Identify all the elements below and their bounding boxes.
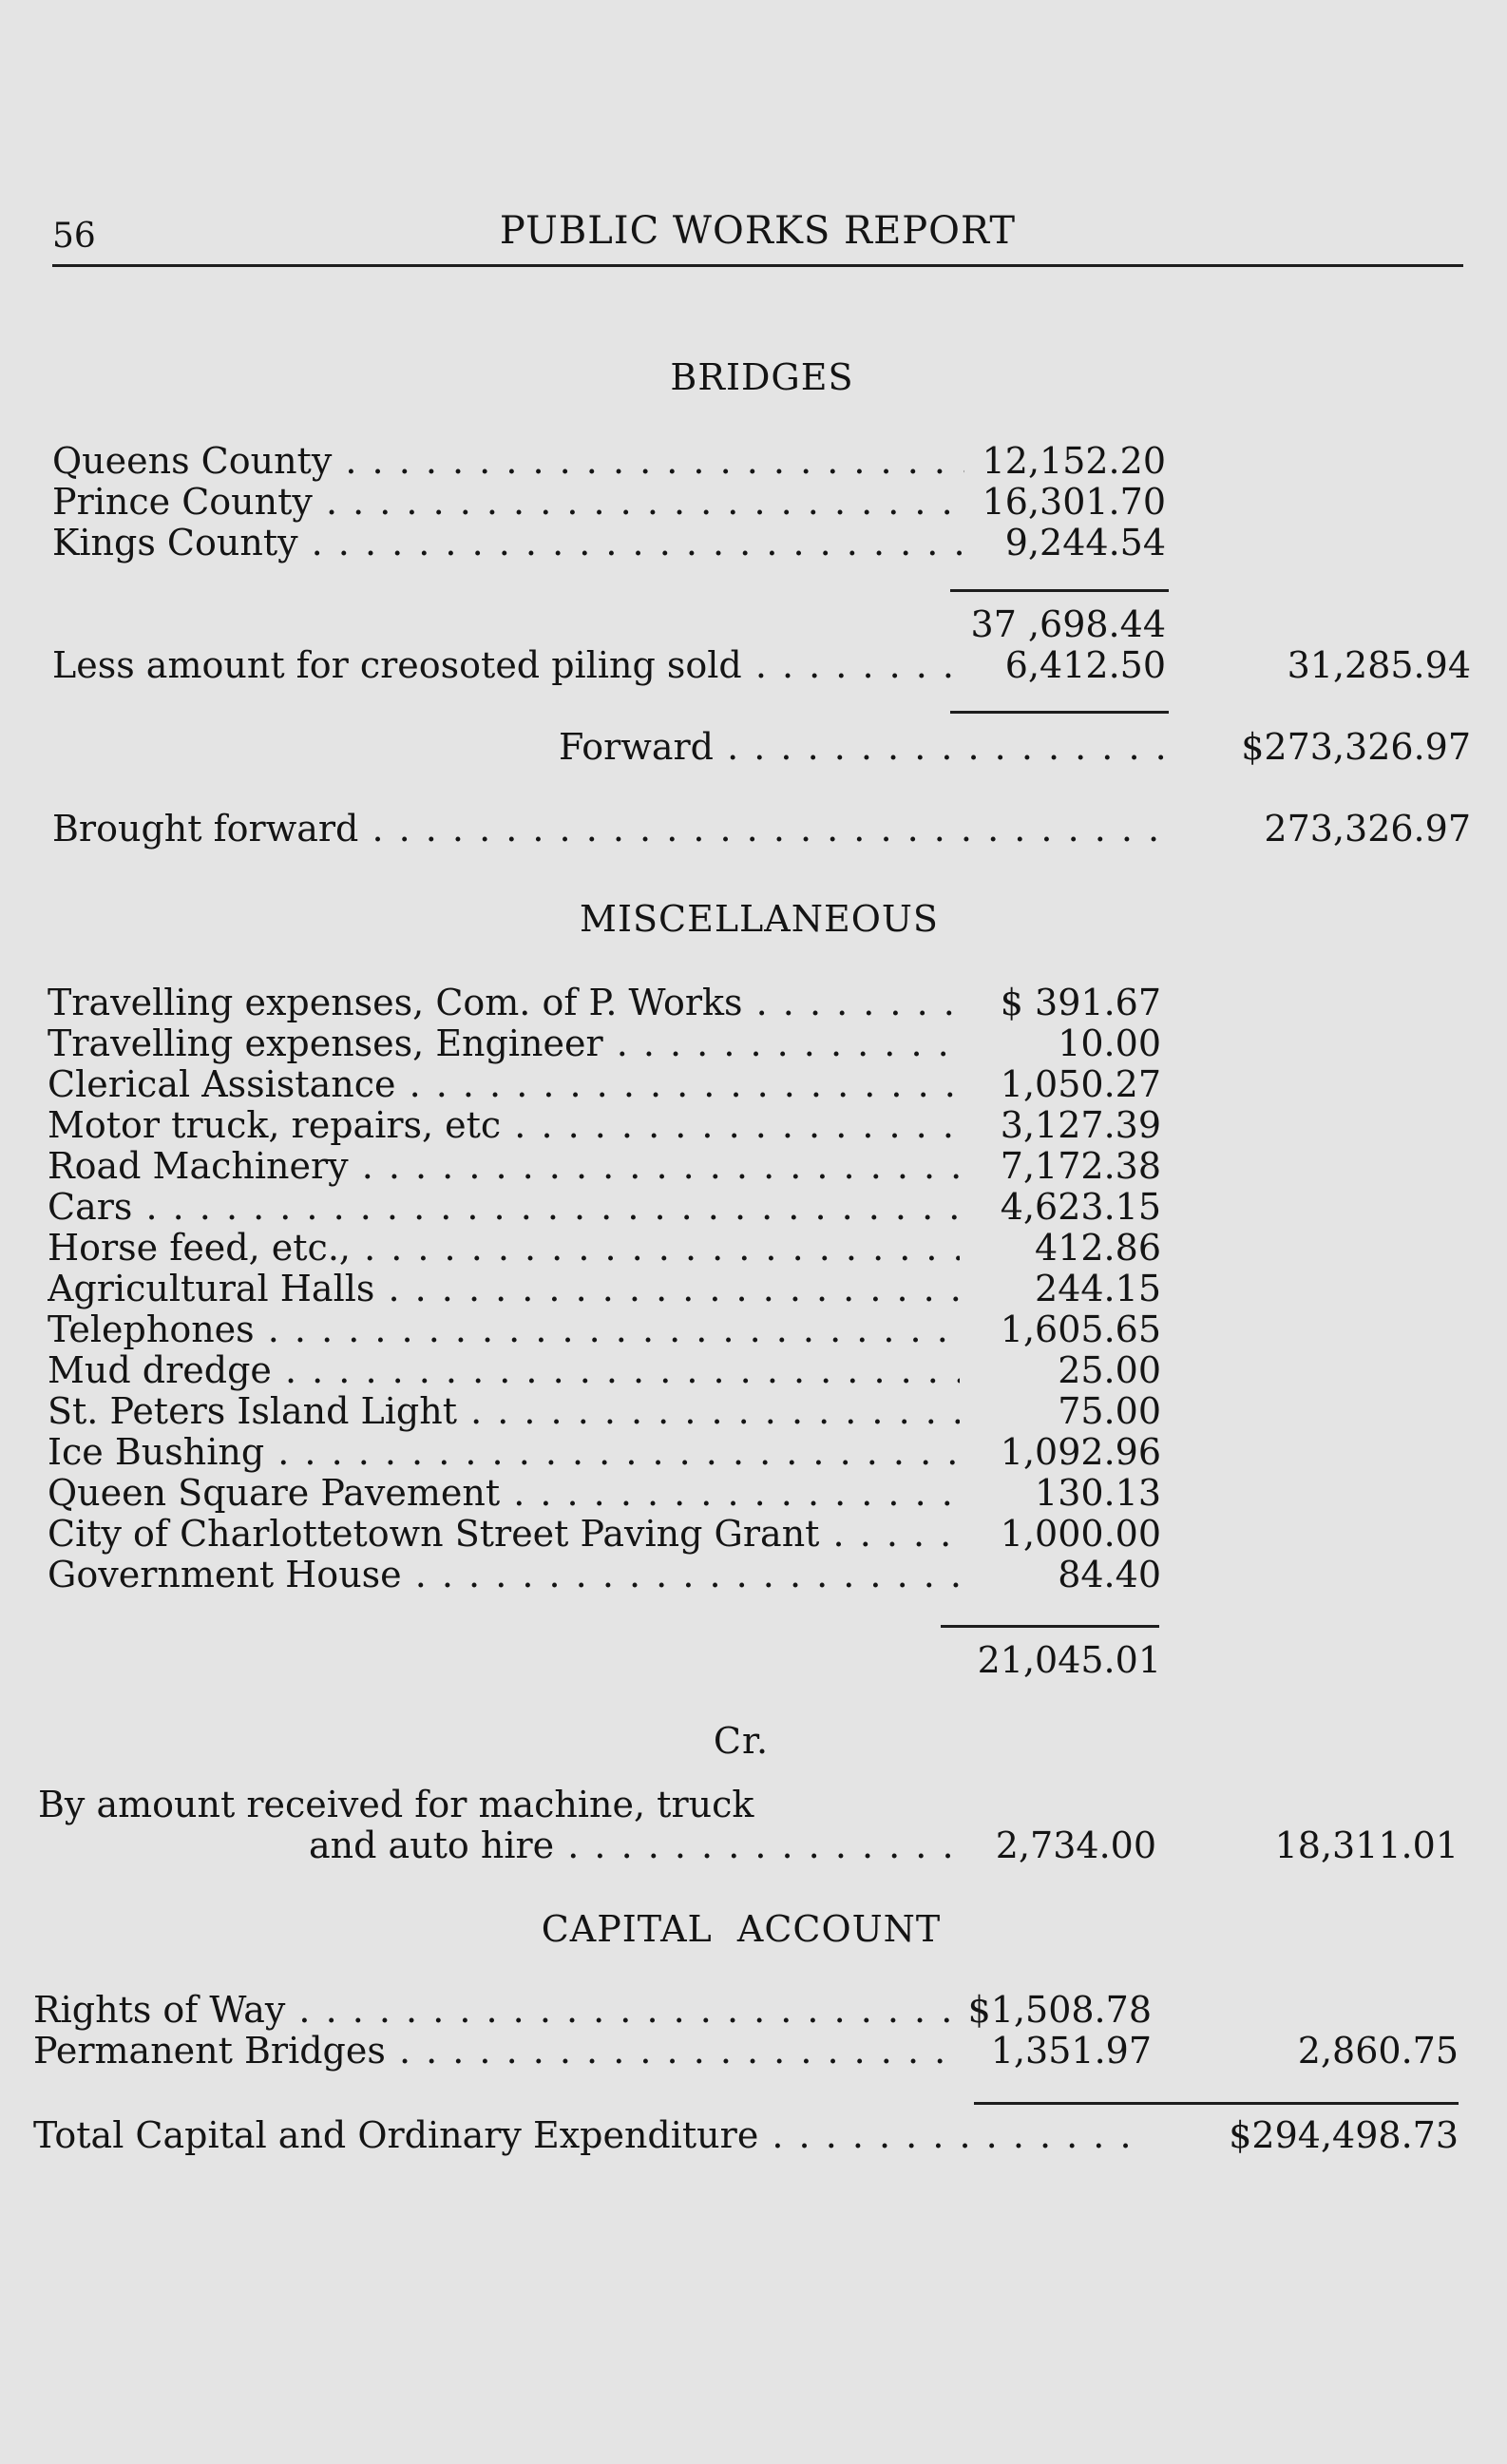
ledger-row bbox=[0, 1268, 1507, 1311]
row-amount: 1,092.96 bbox=[1000, 1431, 1161, 1473]
row-total: 2,860.75 bbox=[1297, 2030, 1459, 2072]
subtotal-row bbox=[0, 1639, 1507, 1683]
row-label: City of Charlottetown Street Paving Grant . . . bbox=[48, 1513, 960, 1555]
row-label: Queens County . . . bbox=[52, 440, 964, 482]
row-label: Road Machinery . . . bbox=[48, 1145, 960, 1187]
section-heading-bridges: BRIDGES bbox=[670, 356, 854, 398]
credit-row-line1 bbox=[0, 1784, 1507, 1827]
row-label: St. Peters Island Light . . . bbox=[48, 1390, 960, 1432]
row-label: Clerical Assistance . . . bbox=[48, 1063, 960, 1105]
row-label: Mud dredge . . . bbox=[48, 1349, 960, 1391]
subtotal-row bbox=[0, 603, 1507, 647]
ledger-row bbox=[0, 1063, 1507, 1107]
row-amount: 1,000.00 bbox=[1000, 1513, 1161, 1555]
ledger-row bbox=[0, 1513, 1507, 1557]
credit-row bbox=[0, 1824, 1507, 1868]
row-amount: 25.00 bbox=[1058, 1349, 1161, 1391]
ledger-row bbox=[0, 1472, 1507, 1516]
section-heading-capital-account: CAPITAL ACCOUNT bbox=[541, 1908, 942, 1950]
ledger-row bbox=[0, 1145, 1507, 1189]
row-label: Government House . . . bbox=[48, 1554, 960, 1595]
running-title: PUBLIC WORKS REPORT bbox=[499, 209, 1017, 253]
row-label: Prince County . . . bbox=[52, 481, 964, 523]
ledger-row bbox=[0, 1431, 1507, 1475]
row-label: Kings County . . . bbox=[52, 522, 964, 563]
ledger-row bbox=[0, 522, 1507, 565]
row-amount: 9,244.54 bbox=[1004, 522, 1166, 563]
ledger-row bbox=[0, 982, 1507, 1025]
subtotal-amount: 21,045.01 bbox=[977, 1639, 1161, 1681]
row-amount: 16,301.70 bbox=[982, 481, 1166, 523]
row-label: Motor truck, repairs, etc . . . bbox=[48, 1104, 960, 1146]
row-amount: 7,172.38 bbox=[1000, 1145, 1161, 1187]
row-label: Telephones . . . bbox=[48, 1308, 960, 1350]
forward-row bbox=[0, 726, 1507, 770]
row-label: Permanent Bridges . . . bbox=[33, 2030, 950, 2072]
ledger-row bbox=[0, 1349, 1507, 1393]
row-amount: 244.15 bbox=[1035, 1268, 1161, 1309]
row-amount: 75.00 bbox=[1058, 1390, 1161, 1432]
row-label: Cars . . . bbox=[48, 1186, 960, 1228]
row-amount: 1,605.65 bbox=[1000, 1308, 1161, 1350]
row-amount: $1,508.78 bbox=[967, 1989, 1152, 2031]
row-label: Total Capital and Ordinary Expenditure . . . bbox=[33, 2114, 1150, 2156]
ledger-row bbox=[0, 2030, 1507, 2073]
section-heading-miscellaneous: MISCELLANEOUS bbox=[580, 898, 939, 940]
row-amount: 10.00 bbox=[1058, 1022, 1161, 1064]
row-label: Horse feed, etc., . . . bbox=[48, 1227, 960, 1269]
row-label: Less amount for creosoted piling sold . . . bbox=[52, 644, 964, 686]
page-number: 56 bbox=[52, 217, 96, 256]
row-label: Rights of Way . . . bbox=[33, 1989, 950, 2031]
row-label: Agricultural Halls . . . bbox=[48, 1268, 960, 1309]
row-amount: $ 391.67 bbox=[1000, 982, 1161, 1023]
ledger-row bbox=[0, 644, 1507, 688]
ledger-row bbox=[0, 1390, 1507, 1434]
grand-total: $294,498.73 bbox=[1229, 2114, 1459, 2156]
row-label: By amount received for machine, truck bbox=[38, 1784, 754, 1825]
row-amount: 12,152.20 bbox=[982, 440, 1166, 482]
brought-forward-row bbox=[0, 808, 1507, 851]
ledger-row bbox=[0, 1308, 1507, 1352]
row-amount: 130.13 bbox=[1035, 1472, 1161, 1514]
row-total: 18,311.01 bbox=[1274, 1824, 1459, 1866]
row-total: 273,326.97 bbox=[1264, 808, 1471, 850]
ledger-row bbox=[0, 1022, 1507, 1066]
row-label: and auto hire . . . bbox=[309, 1824, 955, 1866]
subtotal-rule bbox=[950, 711, 1169, 714]
row-label: Ice Bushing . . . bbox=[48, 1431, 960, 1473]
ledger-row bbox=[0, 1104, 1507, 1148]
grand-total-row bbox=[0, 2114, 1507, 2158]
row-total: 31,285.94 bbox=[1287, 644, 1471, 686]
row-label: Travelling expenses, Com. of P. Works . . . bbox=[48, 982, 960, 1023]
subtotal-rule bbox=[950, 589, 1169, 592]
row-label: Brought forward . . . bbox=[52, 808, 1167, 850]
row-amount: 84.40 bbox=[1058, 1554, 1161, 1595]
page-header bbox=[52, 209, 1463, 267]
row-label: Travelling expenses, Engineer . . . bbox=[48, 1022, 960, 1064]
ledger-row bbox=[0, 481, 1507, 525]
row-total: $273,326.97 bbox=[1241, 726, 1471, 768]
ledger-row bbox=[0, 1186, 1507, 1230]
row-amount: 2,734.00 bbox=[995, 1824, 1156, 1866]
row-amount: 6,412.50 bbox=[1004, 644, 1166, 686]
credit-heading: Cr. bbox=[713, 1720, 770, 1762]
row-amount: 1,351.97 bbox=[990, 2030, 1152, 2072]
ledger-row bbox=[0, 1554, 1507, 1597]
ledger-row bbox=[0, 440, 1507, 484]
row-amount: 1,050.27 bbox=[1000, 1063, 1161, 1105]
row-amount: 4,623.15 bbox=[1000, 1186, 1161, 1228]
total-rule bbox=[974, 2102, 1459, 2105]
row-label: Forward . . . bbox=[559, 726, 1167, 768]
row-amount: 3,127.39 bbox=[1000, 1104, 1161, 1146]
subtotal-amount: 37 ,698.44 bbox=[970, 603, 1166, 645]
row-amount: 412.86 bbox=[1035, 1227, 1161, 1269]
ledger-row bbox=[0, 1989, 1507, 2033]
subtotal-rule bbox=[941, 1625, 1159, 1628]
row-label: Queen Square Pavement . . . bbox=[48, 1472, 960, 1514]
ledger-row bbox=[0, 1227, 1507, 1270]
